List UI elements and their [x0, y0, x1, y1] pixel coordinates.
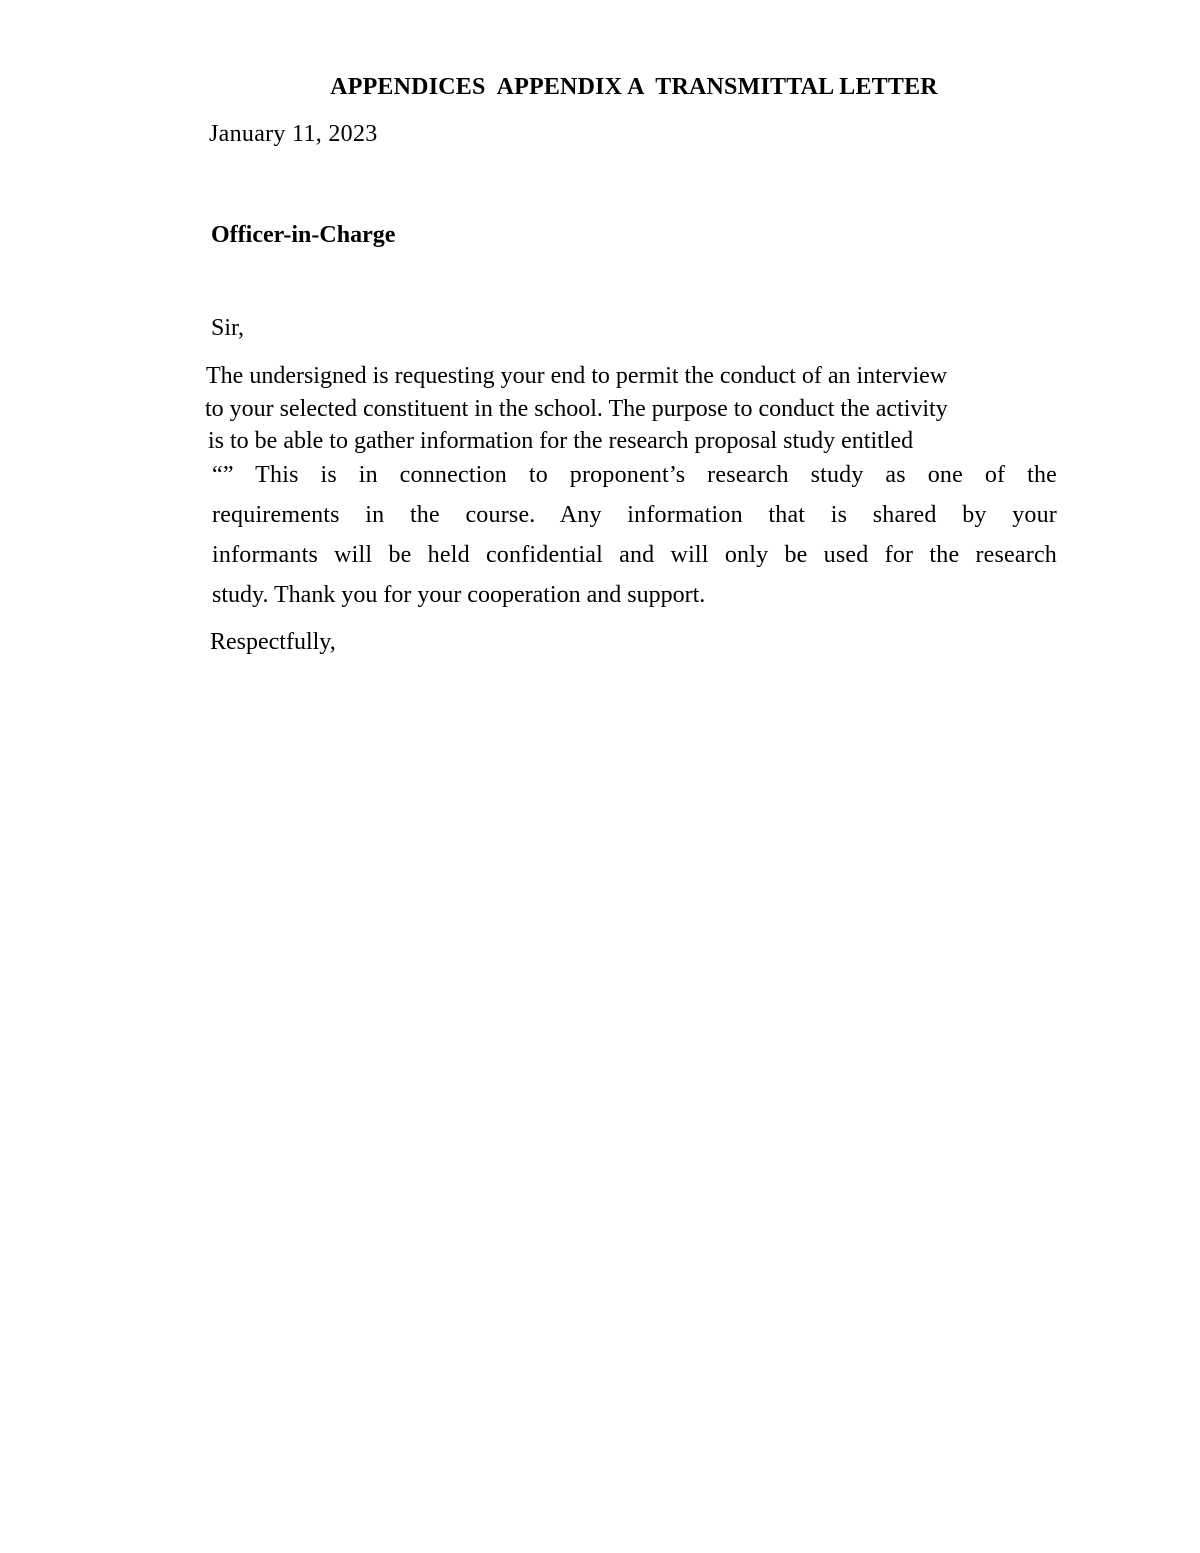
body-line-4: “” This is in connection to proponent’s research study as one of the [212, 462, 1057, 488]
letter-salutation: Sir, [211, 315, 245, 341]
document-heading: APPENDICES APPENDIX A TRANSMITTAL LETTER [330, 74, 938, 100]
body-line-2: to your selected constituent in the school. The purpose to conduct the activity [205, 396, 948, 422]
letter-closing: Respectfully, [210, 629, 336, 655]
body-line-5: requirements in the course. Any information that is shared by your [212, 502, 1057, 528]
letter-date: January 11, 2023 [209, 121, 378, 147]
body-line-3: is to be able to gather information for the research proposal study entitled [208, 428, 914, 454]
body-line-7: study. Thank you for your cooperation and support. [212, 582, 706, 608]
letter-addressee: Officer-in-Charge [211, 222, 396, 248]
body-line-6: informants will be held confidential and will only be used for the research [212, 542, 1057, 568]
body-line-1: The undersigned is requesting your end to permit the conduct of an interview [206, 363, 948, 389]
